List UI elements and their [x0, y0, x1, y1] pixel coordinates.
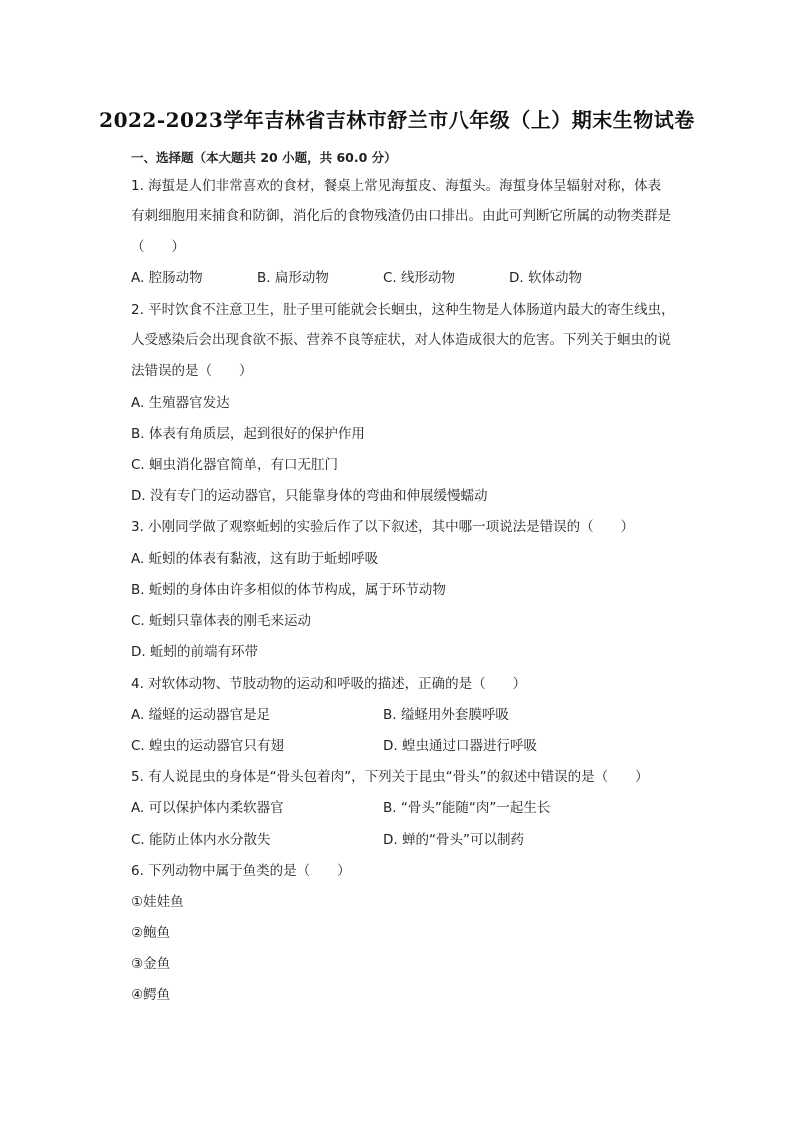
question-5-line-1: 5. 有人说昆虫的身体是“骨头包着肉”，下列关于昆虫“骨头”的叙述中错误的是（ ）	[131, 769, 649, 785]
question-3-option-b: B. 蚯蚓的身体由许多相似的体节构成，属于环节动物	[131, 582, 446, 598]
question-5-option-d: D. 蝉的“骨头”可以制药	[383, 832, 524, 848]
question-1-line-3: （ ）	[131, 239, 185, 255]
question-4-option-a: A. 缢蛏的运动器官是足	[131, 707, 271, 723]
question-2-line-3: 法错误的是（ ）	[131, 363, 253, 379]
question-1-option-c: C. 线形动物	[383, 270, 456, 286]
question-1-option-d: D. 软体动物	[509, 270, 582, 286]
question-3-option-c: C. 蚯蚓只靠体表的刚毛来运动	[131, 613, 312, 629]
question-1-option-a: A. 腔肠动物	[131, 270, 203, 286]
question-2-line-2: 人受感染后会出现食欲不振、营养不良等症状，对人体造成很大的危害。下列关于蛔虫的说	[131, 332, 671, 348]
question-6-option-4: ④鳄鱼	[131, 987, 171, 1003]
question-2-line-1: 2. 平时饮食不注意卫生，肚子里可能就会长蛔虫，这种生物是人体肠道内最大的寄生线虫，	[131, 302, 675, 318]
question-4-option-b: B. 缢蛏用外套膜呼吸	[383, 707, 509, 723]
question-1-option-b: B. 扁形动物	[257, 270, 329, 286]
question-6-option-2: ②鲍鱼	[131, 925, 171, 941]
question-4-option-d: D. 蝗虫通过口器进行呼吸	[383, 738, 537, 754]
question-4-option-c: C. 蝗虫的运动器官只有翅	[131, 738, 285, 754]
question-1-line-1: 1. 海蜇是人们非常喜欢的食材，餐桌上常见海蜇皮、海蜇头。海蜇身体呈辐射对称，体表	[131, 178, 662, 194]
question-3-option-d: D. 蚯蚓的前端有环带	[131, 644, 258, 660]
question-2-option-a: A. 生殖器官发达	[131, 395, 230, 411]
question-1-line-2: 有刺细胞用来捕食和防御，消化后的食物残渣仍由口排出。由此可判断它所属的动物类群是	[131, 208, 671, 224]
question-4-line-1: 4. 对软体动物、节肢动物的运动和呼吸的描述，正确的是（ ）	[131, 676, 527, 692]
question-2-option-b: B. 体表有角质层，起到很好的保护作用	[131, 426, 365, 442]
question-2-option-d: D. 没有专门的运动器官，只能靠身体的弯曲和伸展缓慢蠕动	[131, 488, 488, 504]
question-6-line-1: 6. 下列动物中属于鱼类的是（ ）	[131, 863, 351, 879]
question-2-option-c: C. 蛔虫消化器官简单，有口无肛门	[131, 457, 339, 473]
question-5-option-c: C. 能防止体内水分散失	[131, 832, 271, 848]
question-6-option-3: ③金鱼	[131, 956, 171, 972]
question-5-option-a: A. 可以保护体内柔软器官	[131, 800, 284, 816]
question-6-option-1: ①娃娃鱼	[131, 894, 184, 910]
exam-title: 2022-2023学年吉林省吉林市舒兰市八年级（上）期末生物试卷	[99, 108, 695, 132]
question-3-option-a: A. 蚯蚓的体表有黏液，这有助于蚯蚓呼吸	[131, 551, 379, 567]
question-5-option-b: B. “骨头”能随“肉”一起生长	[383, 800, 551, 816]
section-heading: 一、选择题（本大题共 20 小题，共 60.0 分）	[131, 150, 397, 165]
question-3-line-1: 3. 小刚同学做了观察蚯蚓的实验后作了以下叙述，其中哪一项说法是错误的（ ）	[131, 519, 635, 535]
